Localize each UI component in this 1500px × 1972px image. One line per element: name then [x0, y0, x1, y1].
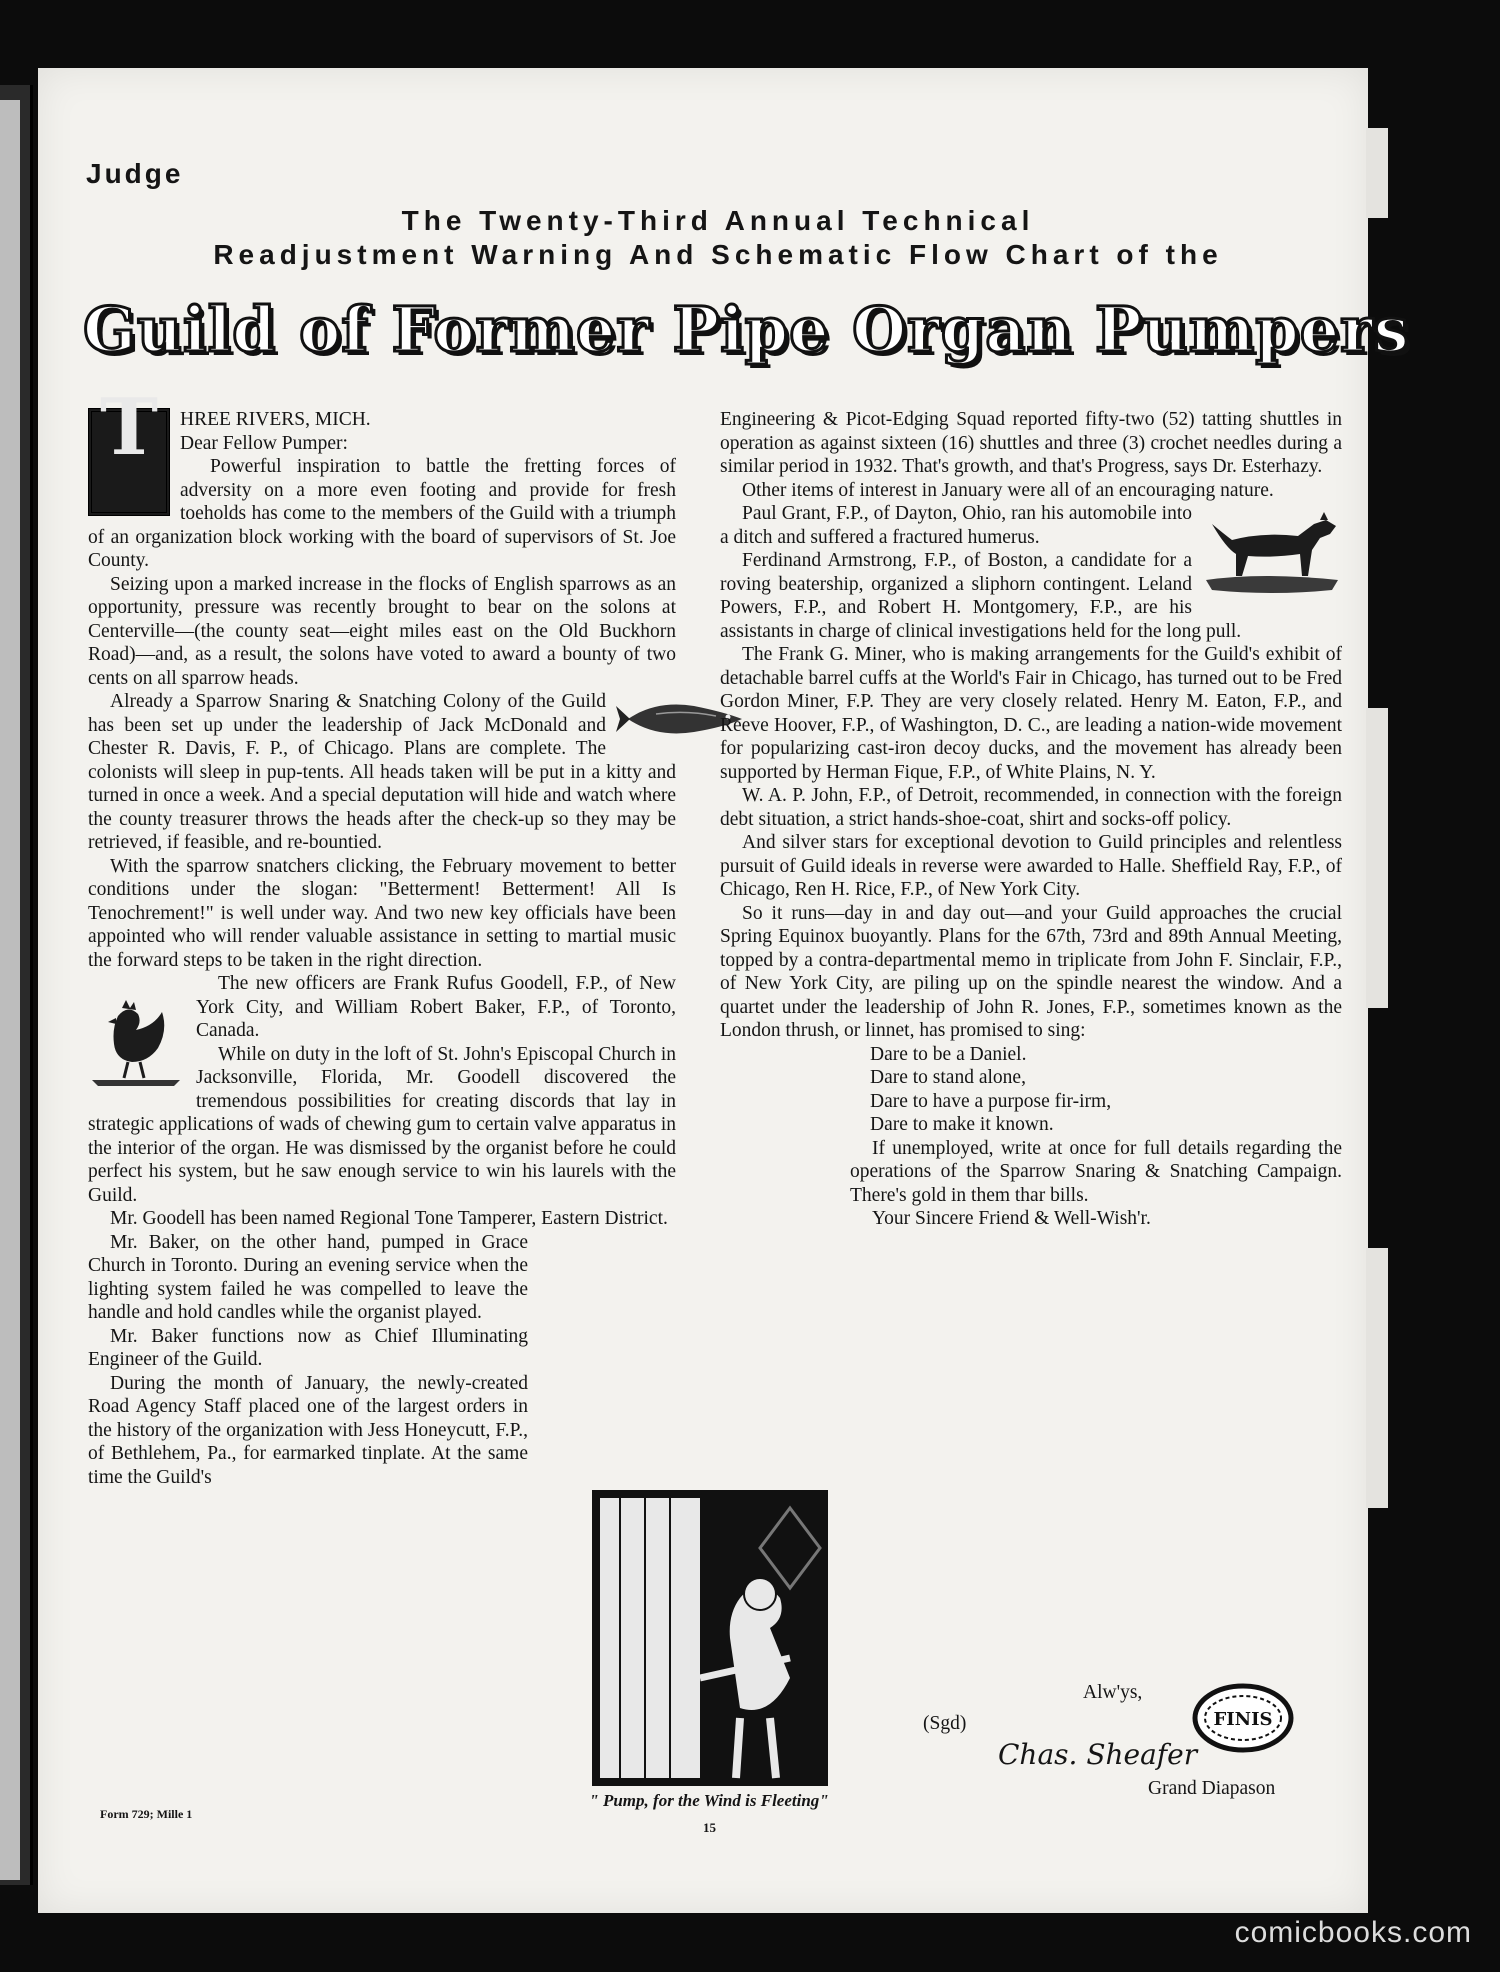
paragraph: So it runs—day in and day out—and your Guild approaches the crucial Spring Equinox buoyantly. Plans for the 67th, 73rd and 89th Annual Meeting, topped by a contra-departmental memo in triplicate from John F. Sinclair, F.P., of New York City, are piling up on the spindle nearest the window. And a quartet under the leadership of John R. Jones, F.P., sometimes known as the London thrush, or linnet, has promised to sing: [720, 902, 1342, 1041]
paragraph: And silver stars for exceptional devotion to Guild principles and relentless pursuit of Guild ideals in reverse were awarded to Halle. Sheffield Ray, F.P., of Chicago, Ren H. Rice, F.P., of New York City. [720, 832, 1342, 900]
signature: Chas. Sheafer [998, 1738, 1198, 1771]
closing-line: Your Sincere Friend & Well-Wish'r. [872, 1208, 1151, 1229]
paragraph: Powerful inspiration to battle the fretting forces of adversity on a more even footing and provide for fresh toeholds has come to the members of the Guild with a triumph of an organization block working with the board of supervisors of St. Joe County. [88, 456, 676, 571]
paragraph: Mr. Goodell has been named Regional Tone Tamperer, Eastern District. [110, 1208, 668, 1229]
paragraph: The new officers are Frank Rufus Goodell, F.P., of New York City, and William Robert Baker, F.P., of Toronto, Canada. [88, 972, 676, 1043]
paragraph: Mr. Baker functions now as Chief Illuminating Engineer of the Guild. [88, 1325, 528, 1370]
narrow-text-block [88, 1231, 528, 1490]
magazine-name: Judge [86, 158, 184, 189]
paragraph: With the sparrow snatchers clicking, the February movement to better conditions under the slogan: "Betterment! Betterment! All Is Tenochrement!" is well under way. And two new key officials have been appointed who will render valuable assistance in setting to martial music the forward steps to be taken in the right direction. [88, 855, 676, 971]
paragraph: During the month of January, the newly-created Road Agency Staff placed one of the largest orders in the history of the organization with Jess Honeycutt, F.P., of Bethlehem, Pa., for earmarked tinplate. At the same time the Guild's [88, 1372, 528, 1488]
closing-block [850, 1137, 1342, 1231]
left-column [88, 382, 676, 1489]
poem-line: Dare to have a purpose fir-irm, [870, 1090, 1112, 1112]
paragraph: Paul Grant, F.P., of Dayton, Ohio, ran his automobile into a ditch and suffered a fractured humerus. [720, 502, 1342, 549]
poem-line: Dare to make it known. [870, 1114, 1054, 1135]
page-number: 15 [703, 1820, 716, 1835]
paragraph: The Frank G. Miner, who is making arrangements for the Guild's exhibit of detachable barrel cuffs at the World's Fair in Chicago, has turned out to be Fred Gordon Miner, F.P. They are very closely related. Henry M. Eaton, F.P., and Reeve Hoover, F.P., of Washington, D. C., are leading a nation-wide movement for popularizing cast-iron decoy ducks, and the movement has already been supported by Herman Fique, F.P., of White Plains, N. Y. [720, 644, 1342, 783]
paragraph: Already a Sparrow Snaring & Snatching Colony of the Guild has been set up under the leadership of Jack McDonald and Chester R. Davis, F. P., of Chicago. Plans are complete. The colonists will sleep in pup-tents. All heads taken will be put in a kitty and turned in once a week. And a special deputation will hide and watch where the county treasurer throws the heads after the check-up so they may be retrieved, if feasible, and re-bountied. [88, 690, 676, 855]
paragraph: Seizing upon a marked increase in the flocks of English sparrows as an opportunity, pressure was recently brought to bear on the solons at Centerville—(the county seat—eight miles east on the Old Buckhorn Road)—and, as a result, the solons have voted to award a bounty of two cents on all sparrow heads. [88, 573, 676, 689]
right-column [720, 408, 1342, 1231]
illustration-caption: " Pump, for the Wind is Fleeting" [589, 1791, 829, 1810]
paragraph: W. A. P. John, F.P., of Detroit, recommended, in connection with the foreign debt situation, a strict hands-shoe-coat, shirt and socks-off policy. [720, 785, 1342, 830]
header-line-1: The Twenty-Third Annual Technical [401, 205, 1035, 236]
seal-icon [1188, 1680, 1298, 1760]
pump-illustration [590, 1488, 830, 1788]
paragraph: Other items of interest in January were all of an encouraging nature. [742, 479, 1274, 501]
footer-form: Form 729; Mille 1 [100, 1807, 193, 1821]
salutation: Dear Fellow Pumper: [180, 432, 348, 454]
watermark: comicbooks.com [1234, 1916, 1472, 1949]
signer-title: Grand Diapason [1148, 1778, 1276, 1799]
sgd: (Sgd) [923, 1713, 967, 1734]
masthead-title: Guild of Former Pipe Organ Pumpers [83, 293, 1410, 366]
poem-line: Dare to be a Daniel. [870, 1043, 1027, 1065]
paragraph: Engineering & Picot-Edging Squad reported fifty-two (52) tatting shuttles in operation as against sixteen (16) shuttles and three (3) crochet needles during a similar period in 1932. That's growth, and that's Progress, says Dr. Esterhazy. [720, 409, 1342, 477]
paragraph: If unemployed, write at once for full details regarding the operations of the Sparrow Snaring & Snatching Campaign. There's gold in them thar bills. [850, 1137, 1342, 1206]
torn-edge [1366, 128, 1388, 218]
magazine-page [38, 68, 1410, 1913]
torn-edge [1366, 1248, 1388, 1508]
paragraph: While on duty in the loft of St. John's Episcopal Church in Jacksonville, Florida, Mr. Goodell discovered the tremendous possibilities for creating discords that lay in strategic applications of wads of chewing gum to certain valve apparatus in the interior of the organ. He was dismissed by the organist before he could perfect his system, but he saw enough service to win his laurels with the Guild. [88, 1043, 676, 1206]
dateline: HREE RIVERS, MICH. [180, 409, 371, 430]
dog-icon [1202, 506, 1342, 598]
paragraph: Ferdinand Armstrong, F.P., of Boston, a candidate for a roving beatership, organized a sliphorn contingent. Leland Powers, F.P., and Robert H. Montgomery, F.P., are his assistants in charge of clinical investigations held for the long pull. [720, 550, 1242, 642]
paragraph: Mr. Baker, on the other hand, pumped in Grace Church in Toronto. During an evening service when the lighting system failed he was compelled to leave the handle and hold candles while the organist played. [88, 1231, 528, 1323]
poem [870, 1043, 1342, 1137]
poem-line: Dare to stand alone, [870, 1067, 1026, 1088]
alwys: Alw'ys, [1083, 1682, 1143, 1703]
torn-edge [1366, 708, 1388, 1008]
drop-cap: T [88, 408, 170, 516]
header-line-2: Readjustment Warning And Schematic Flow Chart of the [213, 239, 1223, 270]
previous-page-edge [0, 100, 20, 1880]
seal-text: FINIS [1213, 1709, 1273, 1730]
rooster-icon [88, 996, 184, 1086]
